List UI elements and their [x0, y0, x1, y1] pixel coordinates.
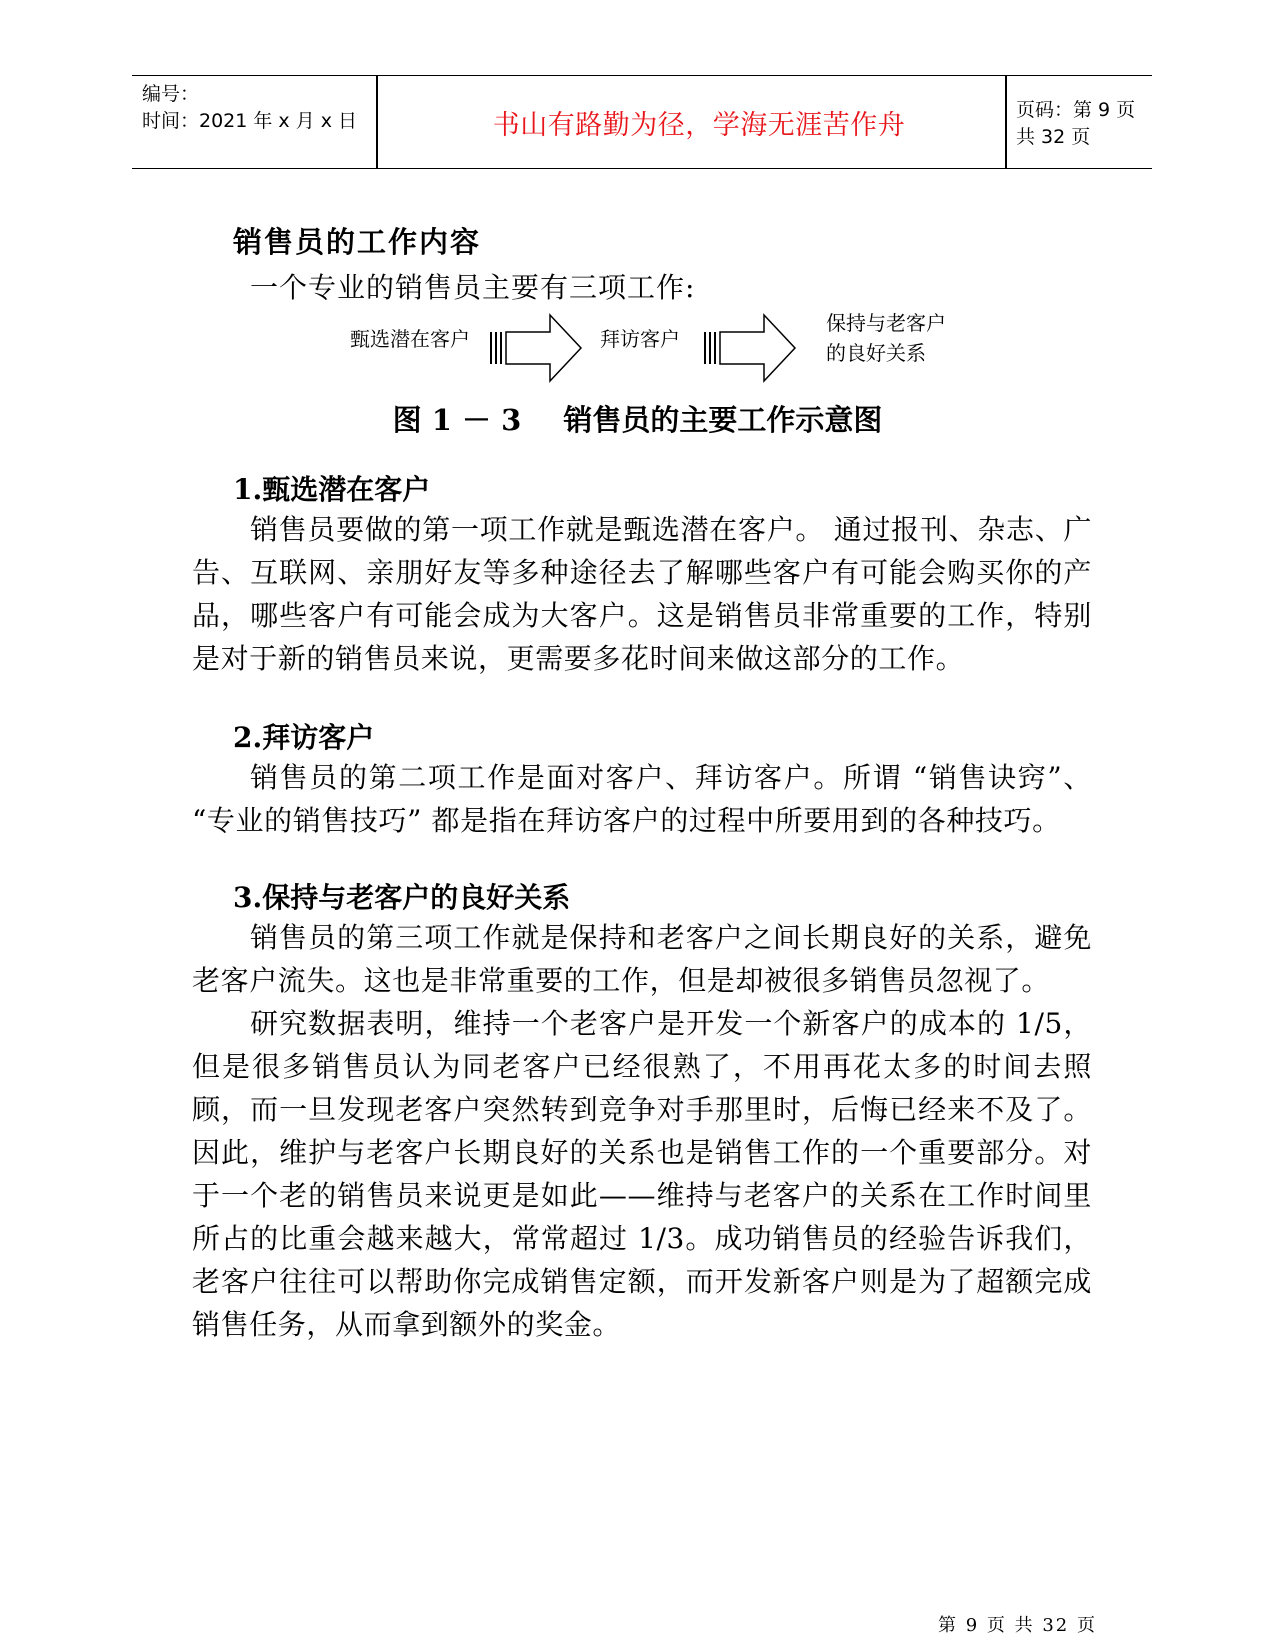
figure-title: 销售员的主要工作示意图 — [563, 403, 883, 437]
section-body-2 — [192, 756, 1092, 842]
section-heading-2: 2.拜访客户 — [233, 721, 375, 754]
arrow-icon — [488, 312, 584, 384]
header-meta — [142, 81, 357, 135]
header-divider-left — [376, 76, 378, 168]
diagram-step-3-line-2: 的良好关系 — [826, 341, 926, 365]
figure-caption — [0, 398, 1275, 439]
diagram-step-3 — [826, 308, 946, 368]
diagram-step-3-line-1: 保持与老客户 — [826, 311, 946, 335]
header-divider-right — [1005, 76, 1007, 168]
header-table — [132, 75, 1152, 169]
header-number: 编号： — [142, 83, 200, 105]
diagram-step-2: 拜访客户 — [600, 327, 680, 351]
paragraph: 销售员的第二项工作是面对客户、拜访客户。所谓 “销售诀窍”、 “专业的销售技巧” 都是指在拜访客户的过程中所要用到的各种技巧。 — [192, 761, 1092, 837]
intro-text: 一个专业的销售员主要有三项工作: — [250, 271, 696, 304]
paragraph: 销售员的第三项工作就是保持和老客户之间长期良好的关系，避免老客户流失。这也是非常重要的工作，但是却被很多销售员忽视了。 — [192, 921, 1092, 997]
paragraph: 研究数据表明，维持一个老客户是开发一个新客户的成本的 1/5，但是很多销售员认为同老客户已经很熟了，不用再花太多的时间去照顾，而一旦发现老客户突然转到竞争对手那里时，后悔已经来不及了。因此，维护与老客户长期良好的关系也是销售工作的一个重要部分。对于一个老的销售员来说更是如此——维持与老客户的关系在工作时间里所占的比重会越来越大，常常超过 1/3。成功销售员的经验告诉我们，老客户往往可以帮助你完成销售定额，而开发新客户则是为了超额完成销售任务，从而拿到额外的奖金。 — [192, 1007, 1092, 1341]
arrow-icon — [702, 312, 798, 384]
paragraph: 销售员要做的第一项工作就是甄选潜在客户。 通过报刊、杂志、广告、互联网、亲朋好友等多种途径去了解哪些客户有可能会购买你的产品，哪些客户有可能会成为大客户。这是销售员非常重要的工作，特别是对于新的销售员来说，更需要多花时间来做这部分的工作。 — [192, 513, 1092, 675]
header-page-number: 页码：第 9 页 共 32 页 — [1016, 99, 1136, 148]
section-body-3 — [192, 916, 1092, 1346]
page-footer: 第 9 页 共 32 页 — [938, 1615, 1097, 1636]
header-time: 时间：2021 年 x 月 x 日 — [142, 110, 358, 132]
section-heading-1: 1.甄选潜在客户 — [233, 473, 431, 506]
page-title: 销售员的工作内容 — [233, 225, 482, 259]
work-flow-diagram — [350, 312, 1000, 384]
section-heading-3: 3.保持与老客户的良好关系 — [233, 881, 571, 914]
header-motto: 书山有路勤为径，学海无涯苦作舟 — [492, 109, 906, 141]
section-body-1 — [192, 508, 1092, 680]
diagram-step-1: 甄选潜在客户 — [350, 327, 470, 351]
figure-number: 图 1 － 3 — [392, 403, 522, 437]
